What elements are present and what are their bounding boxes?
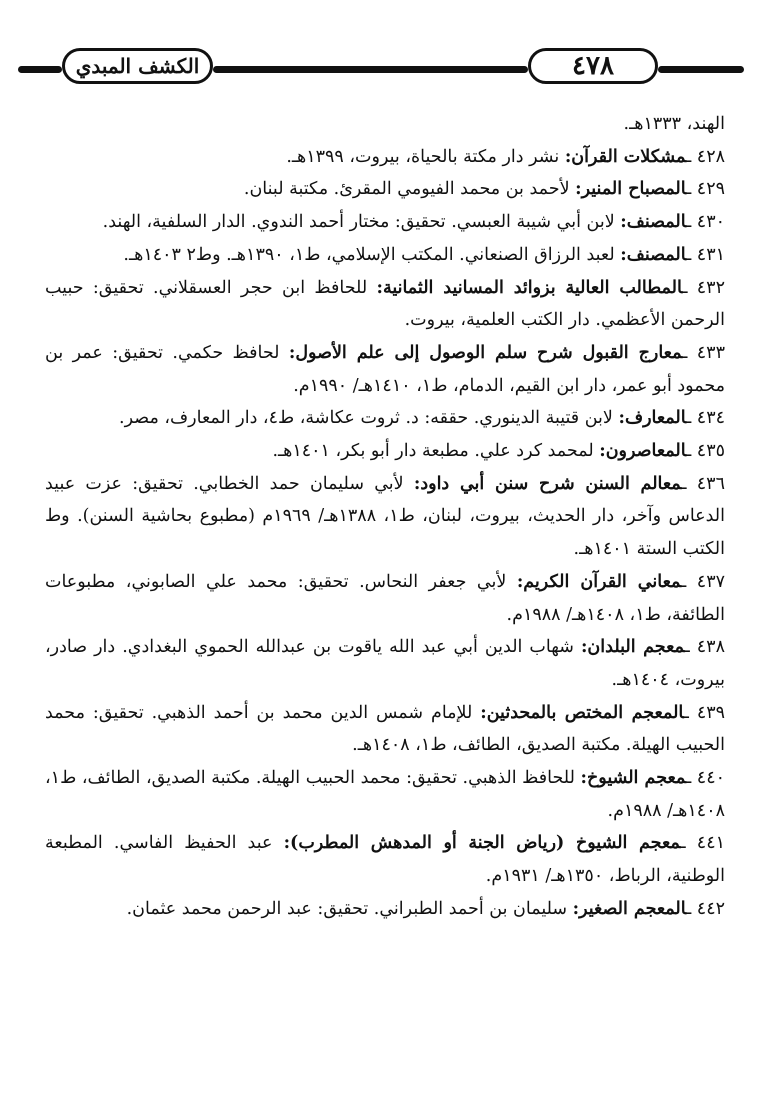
entry-details: سليمان بن أحمد الطبراني. تحقيق: عبد الرحمن محمد عثمان. <box>126 898 573 919</box>
running-header <box>18 44 744 104</box>
entry-title: مشكلات القرآن: <box>564 146 687 167</box>
entry-number: ٤٣٦ ـ <box>681 473 725 494</box>
entry-title: معارج القبول شرح سلم الوصول إلى علم الأصول: <box>288 342 683 363</box>
entry-number: ٤٢٨ ـ <box>686 146 725 167</box>
bibliography-list <box>45 108 725 926</box>
bibliography-entry <box>45 631 725 696</box>
entry-title: المعجم الصغير: <box>572 898 687 919</box>
entry-title: المعاصرون: <box>599 441 687 462</box>
entry-number: ٤٣٤ ـ <box>686 408 725 429</box>
bibliography-entry <box>45 337 725 402</box>
entry-title: معالم السنن شرح سنن أبي داود: <box>413 473 682 494</box>
entry-number: ٤٣٧ ـ <box>681 571 725 592</box>
entry-details: لأبي جعفر النحاس. تحقيق: محمد علي الصابوني، مطبوعات الطائفة، ط١، ١٤٠٨هـ/ ١٩٨٨م. <box>45 571 725 625</box>
entry-details: عبد الحفيظ الفاسي. المطبعة الوطنية، الرباط، ١٣٥٠هـ/ ١٩٣١م. <box>45 833 725 887</box>
bibliography-entry <box>45 893 725 926</box>
bibliography-entry <box>45 173 725 206</box>
entry-title: معجم الشيوخ (رياض الجنة أو المدهش المطرب): <box>283 833 681 854</box>
entry-details: للحافظ الذهبي. تحقيق: محمد الحبيب الهيلة. مكتبة الصديق، الطائف، ط١، ١٤٠٨هـ/ ١٩٨٨م. <box>45 768 725 821</box>
entry-details: لعبد الرزاق الصنعاني. المكتب الإسلامي، ط١، ١٣٩٠هـ. وط٢ ١٤٠٣هـ. <box>123 244 621 265</box>
entry-details: لابن قتيبة الدينوري. حققه: د. ثروت عكاشة، ط٤، دار المعارف، مصر. <box>119 408 619 429</box>
header-rule <box>18 66 62 73</box>
entry-number: ٤٤٠ ـ <box>686 768 725 789</box>
bibliography-entry <box>45 239 725 272</box>
entry-details: لابن أبي شيبة العبسي. تحقيق: مختار أحمد الندوي. الدار السلفية، الهند. <box>102 212 621 233</box>
entry-number: ٤٣٩ ـ <box>683 702 726 723</box>
entry-number: ٤٢٩ ـ <box>686 179 725 200</box>
page-number: ٤٧٨ <box>528 48 658 84</box>
header-rule <box>213 66 528 73</box>
entry-title: المصنف: <box>620 212 687 233</box>
bibliography-entry <box>45 468 725 566</box>
entry-number: ٤٤١ ـ <box>680 833 725 854</box>
bibliography-entry <box>45 827 725 892</box>
entry-details: لحافظ حكمي. تحقيق: عمر بن محمود أبو عمر، دار ابن القيم، الدمام، ط١، ١٤١٠هـ/ ١٩٩٠م. <box>45 342 725 396</box>
entry-title: معجم البلدان: <box>580 637 685 658</box>
header-rule <box>658 66 744 73</box>
bibliography-entry <box>45 762 725 827</box>
entry-details: لأحمد بن محمد الفيومي المقرئ. مكتبة لبنان. <box>243 179 576 200</box>
entry-title: معاني القرآن الكريم: <box>516 571 682 592</box>
entry-details: للحافظ ابن حجر العسقلاني. تحقيق: حبيب الرحمن الأعظمي. دار الكتب العلمية، بيروت. <box>45 277 725 331</box>
bibliography-entry <box>45 566 725 631</box>
bibliography-entry <box>45 206 725 239</box>
entry-details: لمحمد كرد علي. مطبعة دار أبو بكر، ١٤٠١هـ. <box>272 441 600 462</box>
bibliography-entry <box>45 272 725 337</box>
bibliography-entry <box>45 697 725 762</box>
entry-number: ٤٣٠ ـ <box>686 212 725 233</box>
entry-title: المعجم المختص بالمحدثين: <box>480 702 684 723</box>
bibliography-entry <box>45 402 725 435</box>
bibliography-entry <box>45 435 725 468</box>
entry-details: شهاب الدين أبي عبد الله ياقوت بن عبدالله الحموي البغدادي. دار صادر، بيروت، ١٤٠٤هـ. <box>45 637 725 690</box>
entry-title: المطالب العالية بزوائد المسانيد الثمانية: <box>376 277 683 298</box>
entry-number: ٤٣١ ـ <box>686 244 725 265</box>
entry-number: ٤٣٣ ـ <box>682 342 725 363</box>
entry-title: معجم الشيوخ: <box>580 768 687 789</box>
entry-details: لأبي سليمان حمد الخطابي. تحقيق: عزت عبيد الدعاس وآخر، دار الحديث، بيروت، لبنان، ط١، ١٣٨٨هـ/ ١٩٦٩م (مطبوع بحاشية السنن). وط الكتب الستة ١٤٠١هـ. <box>45 473 725 560</box>
entry-title: المعارف: <box>618 408 687 429</box>
entry-number: ٤٤٢ ـ <box>686 898 725 919</box>
entry-details: نشر دار مكتة بالحياة، بيروت، ١٣٩٩هـ. <box>286 146 565 167</box>
entry-title: المصنف: <box>620 244 687 265</box>
entry-number: ٤٣٨ ـ <box>684 637 725 658</box>
entry-details: للإمام شمس الدين محمد بن أحمد الذهبي. تحقيق: محمد الحبيب الهيلة. مكتبة الصديق، الطائف، ط١، ١٤٠٨هـ. <box>45 702 725 756</box>
continued-entry-text: الهند، ١٣٣٣هـ. <box>623 114 725 134</box>
entry-number: ٤٣٢ ـ <box>682 277 725 298</box>
entry-title: المصباح المنير: <box>575 179 687 200</box>
entry-number: ٤٣٥ ـ <box>686 441 725 462</box>
bibliography-entry <box>45 141 725 174</box>
book-title: الكشف المبدي <box>62 48 213 84</box>
